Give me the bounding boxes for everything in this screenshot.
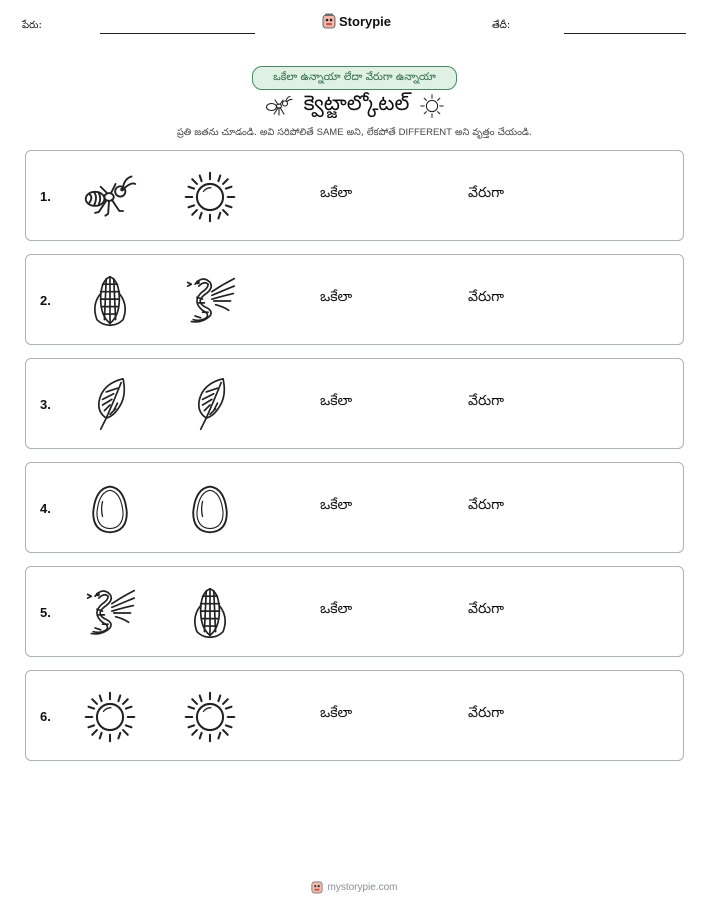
sun-icon: [82, 689, 138, 745]
question-number: 5.: [40, 605, 51, 620]
option-different[interactable]: వేరుగా: [468, 497, 504, 513]
option-different[interactable]: వేరుగా: [468, 601, 504, 617]
sun-icon: [182, 169, 238, 225]
storypie-logo-icon: [311, 880, 323, 894]
egg-icon: [82, 481, 138, 537]
instructions: [0, 127, 709, 140]
subtitle-badge: ఒకేలా ఉన్నాయా లేదా వేరుగా ఉన్నాయా: [252, 66, 457, 90]
name-label: పేరు:: [22, 20, 42, 31]
option-same[interactable]: ఒకేలా: [320, 497, 353, 513]
instructions-part2: అని, లేకపోతే: [343, 127, 399, 138]
footer: [0, 880, 709, 894]
question-card: [25, 670, 684, 761]
sun-icon: [419, 93, 445, 119]
question-card: [25, 150, 684, 241]
feathered-serpent-icon: [182, 273, 238, 329]
footer-url[interactable]: mystorypie.com: [327, 881, 398, 893]
ant-icon: [82, 169, 138, 225]
option-different[interactable]: వేరుగా: [468, 185, 504, 201]
date-line[interactable]: [564, 33, 686, 34]
feather-icon: [82, 377, 138, 433]
ant-icon: [264, 95, 294, 117]
question-card: [25, 566, 684, 657]
brand-name: Storypie: [339, 13, 392, 29]
instructions-different: DIFFERENT: [398, 127, 452, 138]
question-number: 4.: [40, 501, 51, 516]
question-number: 1.: [40, 189, 51, 204]
instructions-part1: ప్రతి జతను చూడండి. అవి సరిపోలితే: [177, 127, 317, 138]
instructions-part3: అని వృత్తం చేయండి.: [451, 127, 532, 138]
option-same[interactable]: ఒకేలా: [320, 705, 353, 721]
question-number: 6.: [40, 709, 51, 724]
question-card: [25, 254, 684, 345]
option-same[interactable]: ఒకేలా: [320, 601, 353, 617]
title-row: [0, 91, 709, 121]
date-label: తేదీ:: [492, 20, 511, 31]
feather-icon: [182, 377, 238, 433]
question-card: [25, 358, 684, 449]
option-same[interactable]: ఒకేలా: [320, 393, 353, 409]
name-line[interactable]: [100, 33, 255, 34]
option-different[interactable]: వేరుగా: [468, 393, 504, 409]
corn-icon: [182, 585, 238, 641]
storypie-logo-icon: [322, 13, 336, 29]
question-card: [25, 462, 684, 553]
instructions-same: SAME: [316, 127, 344, 138]
sun-icon: [182, 689, 238, 745]
corn-icon: [82, 273, 138, 329]
question-number: 2.: [40, 293, 51, 308]
brand-logo: [322, 13, 391, 29]
option-same[interactable]: ఒకేలా: [320, 289, 353, 305]
worksheet-title: క్వెట్జాల్కోటల్: [303, 91, 410, 115]
option-different[interactable]: వేరుగా: [468, 289, 504, 305]
feathered-serpent-icon: [82, 585, 138, 641]
option-same[interactable]: ఒకేలా: [320, 185, 353, 201]
question-number: 3.: [40, 397, 51, 412]
egg-icon: [182, 481, 238, 537]
option-different[interactable]: వేరుగా: [468, 705, 504, 721]
